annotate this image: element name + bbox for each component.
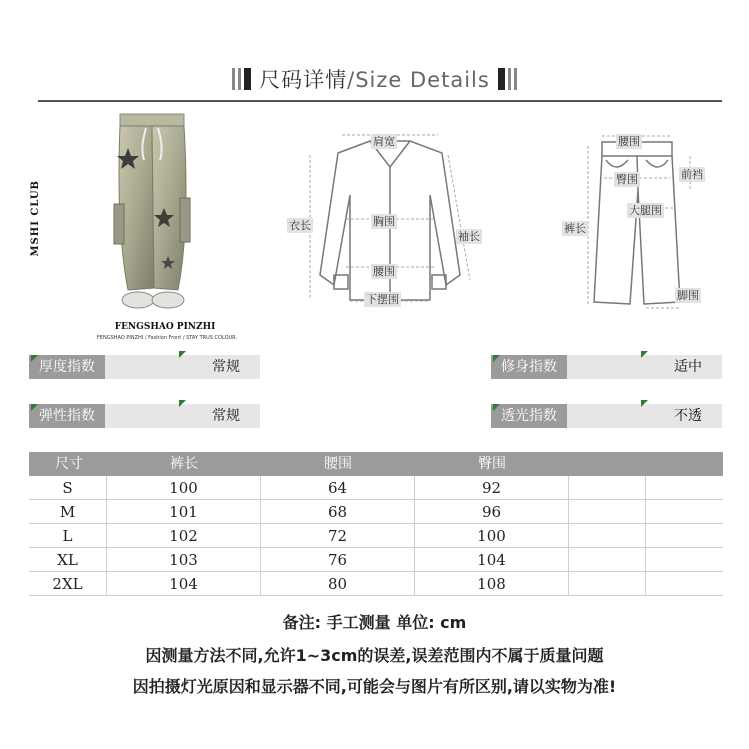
accent-corner xyxy=(31,404,38,411)
label-hip: 臀围 xyxy=(616,173,638,186)
cell-waist: 64 xyxy=(261,476,415,500)
cell-waist: 68 xyxy=(261,500,415,524)
cell-length: 100 xyxy=(107,476,261,500)
brand-tagline: FENGSHAO PINZHI / Fashion Front / STAY TRUS COLOUR. xyxy=(96,335,238,341)
note-measurement: 备注: 手工测量 单位: cm xyxy=(282,613,467,632)
col-header-length: 裤长 xyxy=(170,456,198,472)
table-header xyxy=(29,452,723,476)
col-header-empty xyxy=(646,452,723,476)
section-header xyxy=(0,62,749,96)
label-shirt-waist: 腰围 xyxy=(373,265,395,278)
cell-empty xyxy=(569,500,646,524)
label-pants-length: 裤长 xyxy=(564,222,586,235)
attr-opacity-value: 不透 xyxy=(674,408,702,424)
cell-hip: 104 xyxy=(415,548,569,572)
attr-fit-value: 适中 xyxy=(674,359,702,375)
table-row xyxy=(29,548,723,572)
header-divider xyxy=(38,100,722,102)
cell-hip: 108 xyxy=(415,572,569,596)
note-tolerance: 因测量方法不同,允许1~3cm的误差,误差范围内不属于质量问题 xyxy=(145,646,604,665)
cell-size: S xyxy=(29,476,107,500)
col-header-empty xyxy=(569,452,646,476)
cell-waist: 72 xyxy=(261,524,415,548)
cell-size: M xyxy=(29,500,107,524)
accent-corner xyxy=(493,355,500,362)
cell-empty xyxy=(646,500,723,524)
attr-thickness-value: 常规 xyxy=(212,359,240,375)
attr-fit xyxy=(491,355,722,379)
cell-length: 102 xyxy=(107,524,261,548)
cell-empty xyxy=(646,476,723,500)
cell-empty xyxy=(569,524,646,548)
cell-size: XL xyxy=(29,548,107,572)
size-table xyxy=(29,452,723,596)
cell-empty xyxy=(569,572,646,596)
accent-corner xyxy=(641,351,648,358)
label-thigh: 大腿围 xyxy=(629,204,662,217)
label-shoulder-width: 肩宽 xyxy=(373,135,395,148)
label-leg-opening: 脚围 xyxy=(677,289,699,302)
cell-waist: 76 xyxy=(261,548,415,572)
col-header-size: 尺寸 xyxy=(55,456,83,472)
attr-opacity-label: 透光指数 xyxy=(491,404,567,428)
accent-corner xyxy=(179,351,186,358)
cell-size: L xyxy=(29,524,107,548)
attr-thickness xyxy=(29,355,260,379)
cell-empty xyxy=(646,572,723,596)
cell-length: 104 xyxy=(107,572,261,596)
cell-hip: 92 xyxy=(415,476,569,500)
accent-corner xyxy=(641,400,648,407)
cell-hip: 96 xyxy=(415,500,569,524)
label-shirt-length: 衣长 xyxy=(289,219,311,232)
cell-length: 101 xyxy=(107,500,261,524)
accent-corner xyxy=(179,400,186,407)
attr-opacity xyxy=(491,404,722,428)
table-row xyxy=(29,524,723,548)
note-color-disclaimer: 因拍摄灯光原因和显示器不同,可能会与图片有所区别,请以实物为准! xyxy=(132,677,617,696)
header-bars-left xyxy=(232,68,251,90)
cell-empty xyxy=(646,524,723,548)
header-bars-right xyxy=(498,68,517,90)
label-hem: 下摆围 xyxy=(366,293,399,306)
label-chest: 胸围 xyxy=(373,215,395,228)
pants-photo xyxy=(28,108,244,348)
table-row xyxy=(29,476,723,500)
cell-empty xyxy=(569,476,646,500)
col-header-waist: 腰围 xyxy=(324,456,352,472)
cell-hip: 100 xyxy=(415,524,569,548)
brand-name: FENGSHAO PINZHI xyxy=(114,322,216,332)
attr-elasticity-value: 常规 xyxy=(212,408,240,424)
label-pants-waist: 腰围 xyxy=(618,135,640,148)
accent-corner xyxy=(493,404,500,411)
page-title xyxy=(259,64,490,94)
table-row xyxy=(29,572,723,596)
label-sleeve-length: 袖长 xyxy=(458,230,480,243)
label-front-rise: 前裆 xyxy=(681,168,703,181)
title-en: /Size Details xyxy=(347,68,490,92)
table-row xyxy=(29,500,723,524)
attr-thickness-label: 厚度指数 xyxy=(29,355,105,379)
cell-waist: 80 xyxy=(261,572,415,596)
accent-corner xyxy=(31,355,38,362)
attr-elasticity xyxy=(29,404,260,428)
brand-side-text: MSHI CLUB xyxy=(30,180,41,257)
cell-size: 2XL xyxy=(29,572,107,596)
col-header-hip: 臀围 xyxy=(478,456,506,472)
attr-fit-label: 修身指数 xyxy=(491,355,567,379)
cell-empty xyxy=(646,548,723,572)
attr-elasticity-label: 弹性指数 xyxy=(29,404,105,428)
cell-length: 103 xyxy=(107,548,261,572)
cell-empty xyxy=(569,548,646,572)
title-cn: 尺码详情 xyxy=(259,68,348,92)
